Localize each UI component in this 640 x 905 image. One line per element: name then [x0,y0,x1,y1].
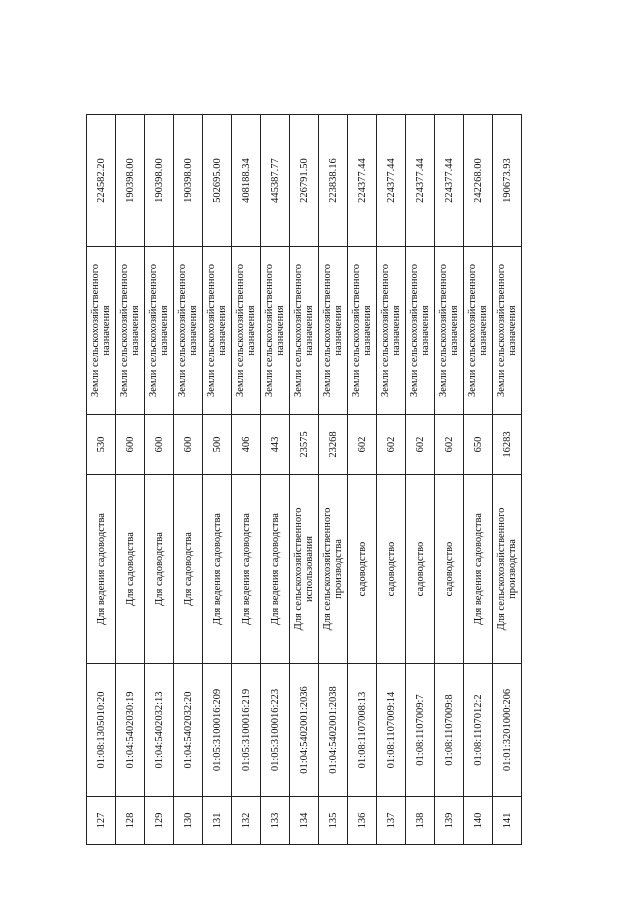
cadastral-number-cell: 01:05:3100016:223 [261,664,290,797]
cadastral-value-cell: 190398.00 [145,115,174,247]
cadastral-number-cell: 01:05:3100016:209 [203,664,232,797]
area-cell: 602 [435,415,464,475]
land-category-cell: Земли сельскохозяйственного назначения [174,247,203,415]
land-category-cell: Земли сельскохозяйственного назначения [261,247,290,415]
table-row [232,115,261,845]
row-number-cell: 132 [232,797,261,845]
cadastral-number-cell: 01:08:1107008:13 [348,664,377,797]
cadastral-value-cell: 224377.44 [348,115,377,247]
cadastral-number-cell: 01:05:3100016:219 [232,664,261,797]
cadastral-value-cell: 190398.00 [174,115,203,247]
row-number-cell: 140 [464,797,493,845]
cadastral-number-cell: 01:08:1107009:7 [406,664,435,797]
area-cell: 600 [116,415,145,475]
area-cell: 16283 [493,415,522,475]
table-row [377,115,406,845]
permitted-use-cell: садоводство [435,475,464,664]
rotated-table-container [86,115,522,845]
row-number-cell: 141 [493,797,522,845]
cadastral-number-cell: 01:08:1305010:20 [87,664,116,797]
land-category-cell: Земли сельскохозяйственного назначения [87,247,116,415]
land-category-cell: Земли сельскохозяйственного назначения [232,247,261,415]
cadastral-value-cell: 223838.16 [319,115,348,247]
table-row [435,115,464,845]
row-number-cell: 138 [406,797,435,845]
land-category-cell: Земли сельскохозяйственного назначения [406,247,435,415]
row-number-cell: 133 [261,797,290,845]
area-cell: 530 [87,415,116,475]
permitted-use-cell: Для ведения садоводства [87,475,116,664]
cadastral-value-cell: 224377.44 [406,115,435,247]
permitted-use-cell: Для ведения садоводства [232,475,261,664]
area-cell: 406 [232,415,261,475]
row-number-cell: 136 [348,797,377,845]
land-plots-table [86,114,522,845]
cadastral-number-cell: 01:04:5402032:13 [145,664,174,797]
row-number-cell: 129 [145,797,174,845]
cadastral-value-cell: 224377.44 [435,115,464,247]
cadastral-number-cell: 01:01:3201000:206 [493,664,522,797]
row-number-cell: 127 [87,797,116,845]
cadastral-number-cell: 01:08:1107009:8 [435,664,464,797]
table-row [406,115,435,845]
cadastral-number-cell: 01:04:5402001:2036 [290,664,319,797]
cadastral-value-cell: 190398.00 [116,115,145,247]
row-number-cell: 131 [203,797,232,845]
permitted-use-cell: Для сельскохозяйственного производства [319,475,348,664]
row-number-cell: 134 [290,797,319,845]
land-category-cell: Земли сельскохозяйственного назначения [203,247,232,415]
cadastral-number-cell: 01:04:5402032:20 [174,664,203,797]
table-row [290,115,319,845]
cadastral-number-cell: 01:04:5402030:19 [116,664,145,797]
table-row [261,115,290,845]
table-row [87,115,116,845]
permitted-use-cell: садоводство [348,475,377,664]
cadastral-number-cell: 01:08:1107012:2 [464,664,493,797]
land-category-cell: Земли сельскохозяйственного назначения [145,247,174,415]
permitted-use-cell: Для сельскохозяйственного производства [493,475,522,664]
permitted-use-cell: Для ведения садоводства [464,475,493,664]
permitted-use-cell: садоводство [406,475,435,664]
cadastral-value-cell: 242268.00 [464,115,493,247]
cadastral-value-cell: 408188.34 [232,115,261,247]
land-category-cell: Земли сельскохозяйственного назначения [319,247,348,415]
area-cell: 602 [406,415,435,475]
row-number-cell: 130 [174,797,203,845]
table-row [348,115,377,845]
table-row [464,115,493,845]
cadastral-value-cell: 445387.77 [261,115,290,247]
area-cell: 600 [174,415,203,475]
row-number-cell: 135 [319,797,348,845]
area-cell: 23268 [319,415,348,475]
permitted-use-cell: Для ведения садоводства [203,475,232,664]
table-row [319,115,348,845]
cadastral-number-cell: 01:04:5402001:2038 [319,664,348,797]
area-cell: 602 [377,415,406,475]
table-row [203,115,232,845]
row-number-cell: 137 [377,797,406,845]
area-cell: 602 [348,415,377,475]
table-row [493,115,522,845]
cadastral-value-cell: 224377.44 [377,115,406,247]
table-row [116,115,145,845]
area-cell: 650 [464,415,493,475]
land-category-cell: Земли сельскохозяйственного назначения [116,247,145,415]
table-row [145,115,174,845]
land-category-cell: Земли сельскохозяйственного назначения [493,247,522,415]
permitted-use-cell: Для сельскохозяйственного использования [290,475,319,664]
area-cell: 500 [203,415,232,475]
area-cell: 600 [145,415,174,475]
cadastral-value-cell: 190673.93 [493,115,522,247]
land-category-cell: Земли сельскохозяйственного назначения [464,247,493,415]
table-row [174,115,203,845]
land-category-cell: Земли сельскохозяйственного назначения [435,247,464,415]
permitted-use-cell: Для садоводства [145,475,174,664]
land-category-cell: Земли сельскохозяйственного назначения [348,247,377,415]
permitted-use-cell: Для садоводства [174,475,203,664]
cadastral-value-cell: 226791.50 [290,115,319,247]
land-category-cell: Земли сельскохозяйственного назначения [377,247,406,415]
permitted-use-cell: Для ведения садоводства [261,475,290,664]
area-cell: 443 [261,415,290,475]
land-category-cell: Земли сельскохозяйственного назначения [290,247,319,415]
row-number-cell: 139 [435,797,464,845]
cadastral-value-cell: 502695.00 [203,115,232,247]
cadastral-value-cell: 224582.20 [87,115,116,247]
permitted-use-cell: садоводство [377,475,406,664]
area-cell: 23575 [290,415,319,475]
permitted-use-cell: Для садоводства [116,475,145,664]
cadastral-number-cell: 01:08:1107009:14 [377,664,406,797]
row-number-cell: 128 [116,797,145,845]
